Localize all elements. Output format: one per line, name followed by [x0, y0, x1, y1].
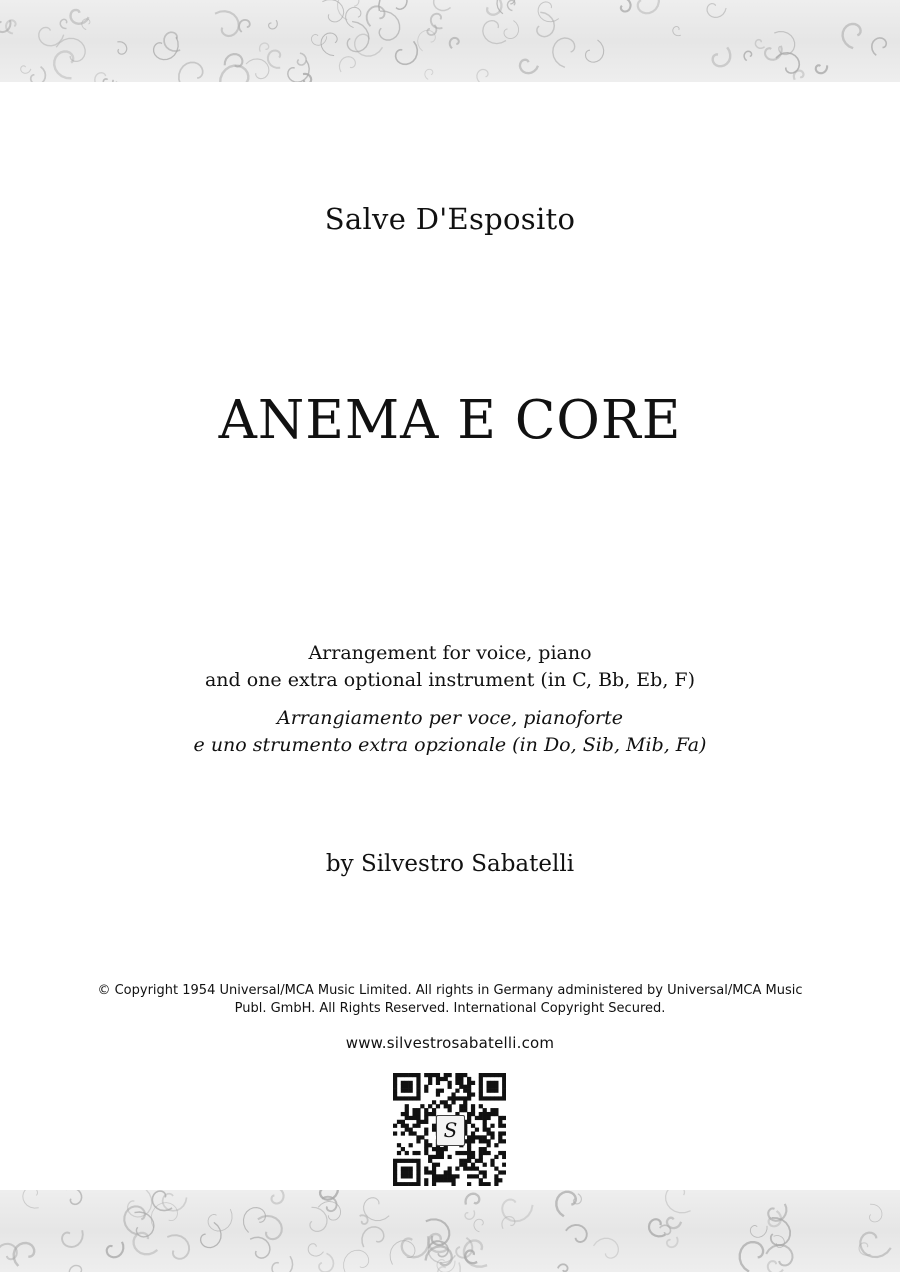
- description-italian: [0, 705, 900, 759]
- copyright-line-1: © Copyright 1954 Universal/MCA Music Limited. All rights in Germany administered by Universal/MCA Music: [97, 983, 803, 998]
- description-english: [0, 640, 900, 694]
- qr-code[interactable]: [393, 1073, 506, 1186]
- description-english-line-2: and one extra optional instrument (in C, Bb, Eb, F): [204, 669, 695, 691]
- bottom-ornamental-border: [0, 1190, 900, 1272]
- arranger-credit: by Silvestro Sabatelli: [325, 851, 575, 877]
- top-ornamental-border: [0, 0, 900, 82]
- song-title: ANEMA E CORE: [218, 390, 682, 451]
- website-link[interactable]: www.silvestrosabatelli.com: [345, 1034, 555, 1052]
- description-italian-line-2: e uno strumento extra opzionale (in Do, Sib, Mib, Fa): [193, 734, 707, 756]
- description-italian-line-1: Arrangiamento per voce, pianoforte: [277, 707, 623, 729]
- description-english-line-1: Arrangement for voice, piano: [308, 642, 592, 664]
- copyright-line-2: Publ. GmbH. All Rights Reserved. International Copyright Secured.: [234, 1001, 666, 1016]
- composer-name: Salve D'Esposito: [324, 202, 576, 236]
- copyright-notice: [0, 982, 900, 1018]
- qr-logo-badge: S: [436, 1115, 465, 1146]
